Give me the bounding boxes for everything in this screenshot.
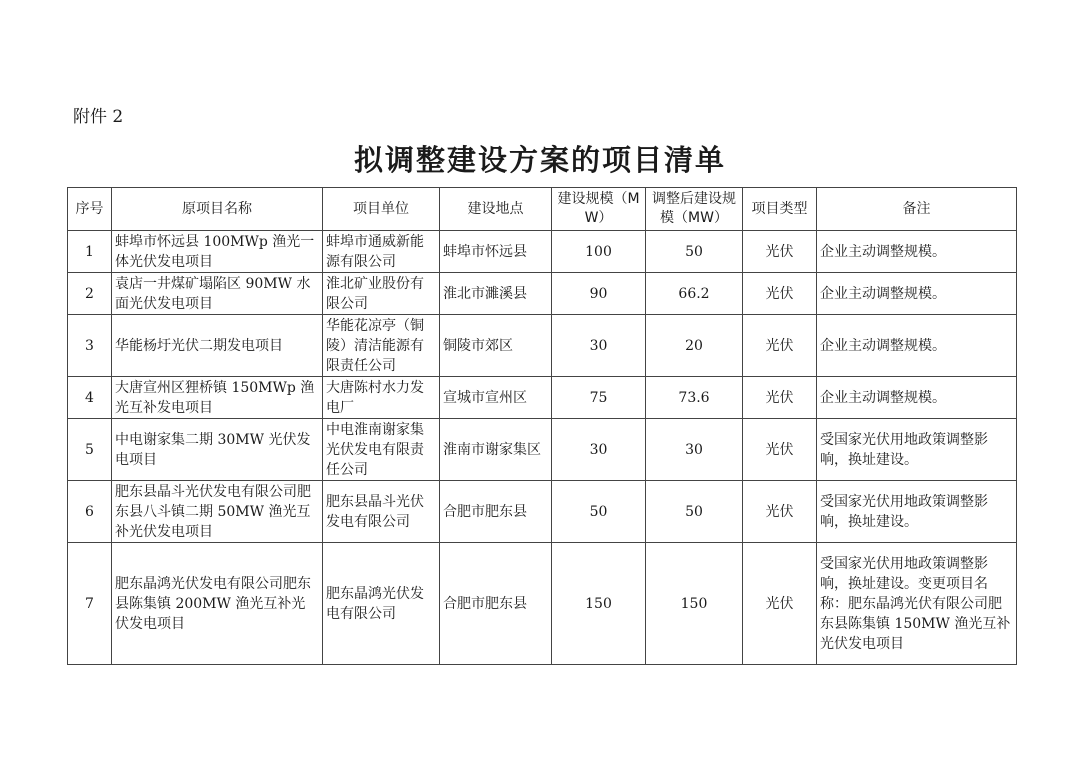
cell-name: 中电谢家集二期 30MW 光伏发电项目: [112, 419, 323, 481]
cell-location: 蚌埠市怀远县: [440, 231, 552, 273]
cell-scale: 30: [552, 419, 646, 481]
table-row: [68, 543, 1017, 665]
cell-unit: 大唐陈村水力发电厂: [323, 377, 440, 419]
cell-name: 蚌埠市怀远县 100MWp 渔光一体光伏发电项目: [112, 231, 323, 273]
header-adjusted: 调整后建设规模（MW）: [646, 188, 743, 231]
cell-unit: 中电淮南谢家集光伏发电有限责任公司: [323, 419, 440, 481]
cell-note: 企业主动调整规模。: [817, 273, 1017, 315]
cell-type: 光伏: [743, 231, 817, 273]
cell-note: 受国家光伏用地政策调整影响，换址建设。变更项目名称：肥东晶鸿光伏有限公司肥东县陈集镇 150MW 渔光互补光伏发电项目: [817, 543, 1017, 665]
cell-no: 3: [68, 315, 112, 377]
cell-unit: 蚌埠市通威新能源有限公司: [323, 231, 440, 273]
cell-location: 铜陵市郊区: [440, 315, 552, 377]
cell-no: 5: [68, 419, 112, 481]
table-row: [68, 231, 1017, 273]
cell-type: 光伏: [743, 481, 817, 543]
cell-no: 7: [68, 543, 112, 665]
cell-scale: 30: [552, 315, 646, 377]
cell-scale: 90: [552, 273, 646, 315]
header-location: 建设地点: [440, 188, 552, 231]
cell-unit: 肥东县晶斗光伏发电有限公司: [323, 481, 440, 543]
cell-type: 光伏: [743, 419, 817, 481]
cell-note: 企业主动调整规模。: [817, 377, 1017, 419]
cell-location: 合肥市肥东县: [440, 543, 552, 665]
cell-scale: 75: [552, 377, 646, 419]
cell-scale: 100: [552, 231, 646, 273]
cell-scale: 150: [552, 543, 646, 665]
cell-note: 受国家光伏用地政策调整影响，换址建设。: [817, 481, 1017, 543]
attachment-label: 附件 2: [73, 107, 124, 127]
cell-note: 企业主动调整规模。: [817, 231, 1017, 273]
header-unit: 项目单位: [323, 188, 440, 231]
table-header-row: [68, 188, 1017, 231]
cell-note: 企业主动调整规模。: [817, 315, 1017, 377]
cell-no: 6: [68, 481, 112, 543]
header-name: 原项目名称: [112, 188, 323, 231]
cell-no: 1: [68, 231, 112, 273]
cell-adjusted: 50: [646, 481, 743, 543]
cell-type: 光伏: [743, 315, 817, 377]
header-no: 序号: [68, 188, 112, 231]
table-row: [68, 419, 1017, 481]
cell-name: 大唐宣州区狸桥镇 150MWp 渔光互补发电项目: [112, 377, 323, 419]
header-note: 备注: [817, 188, 1017, 231]
cell-name: 华能杨圩光伏二期发电项目: [112, 315, 323, 377]
cell-location: 宣城市宣州区: [440, 377, 552, 419]
cell-name: 肥东县晶斗光伏发电有限公司肥东县八斗镇二期 50MW 渔光互补光伏发电项目: [112, 481, 323, 543]
cell-name: 袁店一井煤矿塌陷区 90MW 水面光伏发电项目: [112, 273, 323, 315]
cell-adjusted: 20: [646, 315, 743, 377]
header-scale: 建设规模（MW）: [552, 188, 646, 231]
project-table: [67, 187, 1017, 665]
cell-adjusted: 73.6: [646, 377, 743, 419]
cell-location: 合肥市肥东县: [440, 481, 552, 543]
cell-adjusted: 150: [646, 543, 743, 665]
cell-type: 光伏: [743, 543, 817, 665]
cell-adjusted: 30: [646, 419, 743, 481]
cell-unit: 肥东晶鸿光伏发电有限公司: [323, 543, 440, 665]
cell-adjusted: 66.2: [646, 273, 743, 315]
cell-name: 肥东晶鸿光伏发电有限公司肥东县陈集镇 200MW 渔光互补光伏发电项目: [112, 543, 323, 665]
cell-type: 光伏: [743, 273, 817, 315]
cell-no: 2: [68, 273, 112, 315]
cell-adjusted: 50: [646, 231, 743, 273]
cell-unit: 淮北矿业股份有限公司: [323, 273, 440, 315]
cell-note: 受国家光伏用地政策调整影响，换址建设。: [817, 419, 1017, 481]
table-row: [68, 481, 1017, 543]
page-title: 拟调整建设方案的项目清单: [353, 143, 726, 177]
table-row: [68, 315, 1017, 377]
header-type: 项目类型: [743, 188, 817, 231]
cell-location: 淮北市濉溪县: [440, 273, 552, 315]
cell-type: 光伏: [743, 377, 817, 419]
cell-scale: 50: [552, 481, 646, 543]
cell-unit: 华能花凉亭（铜陵）清洁能源有限责任公司: [323, 315, 440, 377]
cell-location: 淮南市谢家集区: [440, 419, 552, 481]
table-row: [68, 273, 1017, 315]
table-row: [68, 377, 1017, 419]
cell-no: 4: [68, 377, 112, 419]
